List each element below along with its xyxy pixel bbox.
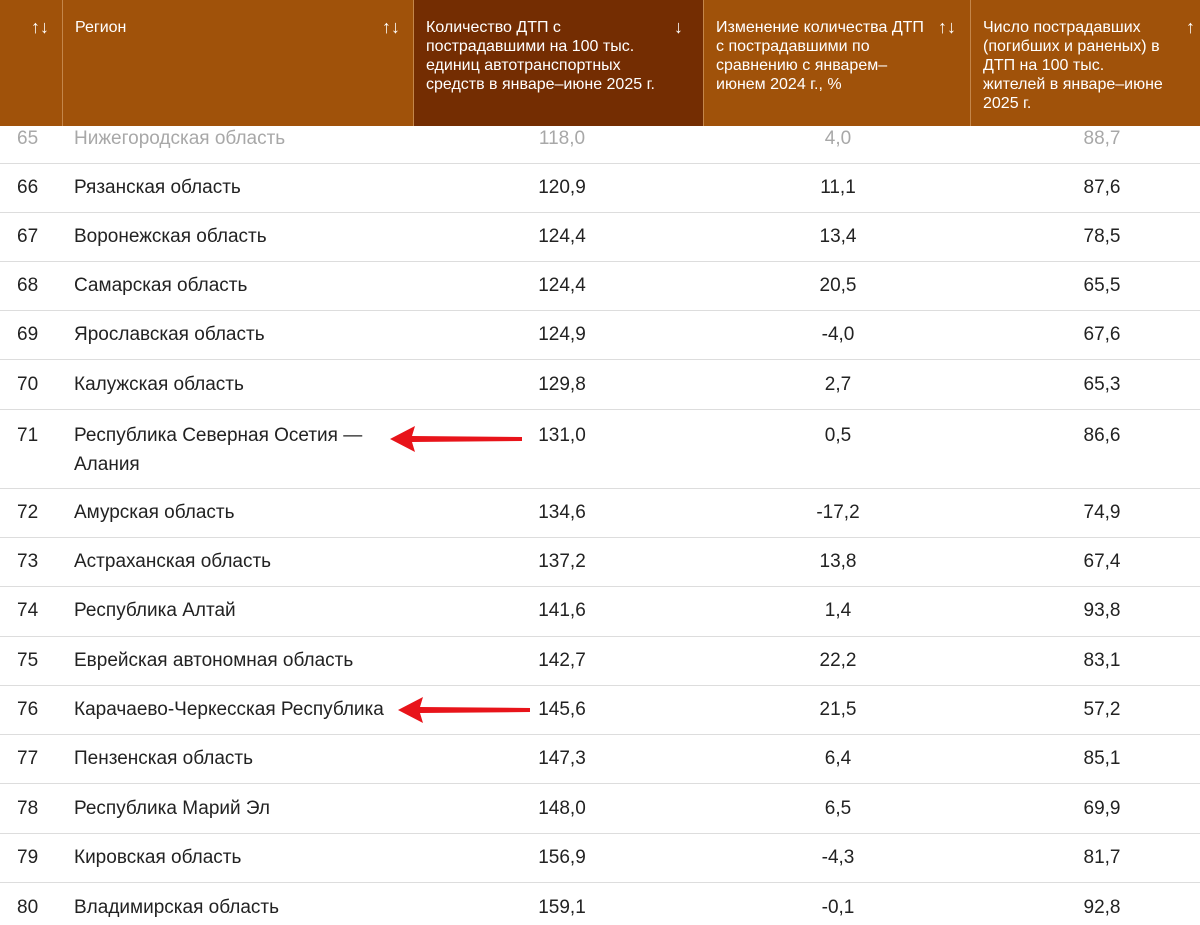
victims-cell: 88,7 xyxy=(1083,128,1121,149)
accidents-cell: 124,9 xyxy=(538,324,586,345)
change-cell: -0,1 xyxy=(821,897,855,918)
rank-cell: 69 xyxy=(17,324,39,345)
victims-cell: 93,8 xyxy=(1083,600,1121,621)
region-cell: Еврейская автономная область xyxy=(74,650,354,671)
change-cell: 2,7 xyxy=(824,374,852,395)
sort-down-icon[interactable]: ↓ xyxy=(674,17,683,37)
region-cell: Астраханская область xyxy=(74,551,272,572)
change-cell: 11,1 xyxy=(820,177,856,198)
victims-cell: 67,6 xyxy=(1083,324,1121,345)
accidents-cell: 141,6 xyxy=(538,600,586,621)
region-cell: Калужская область xyxy=(74,374,244,395)
header-region-label: Регион xyxy=(75,19,127,36)
victims-cell: 81,7 xyxy=(1083,847,1121,868)
change-cell: 0,5 xyxy=(824,425,852,446)
change-cell: -17,2 xyxy=(816,502,860,523)
victims-cell: 65,3 xyxy=(1083,374,1121,395)
rank-cell: 74 xyxy=(17,600,39,621)
region-cell: Республика Марий Эл xyxy=(74,798,271,819)
change-cell: 20,5 xyxy=(819,275,857,296)
victims-cell: 86,6 xyxy=(1083,425,1121,446)
accidents-cell: 159,1 xyxy=(538,897,586,918)
victims-cell: 83,1 xyxy=(1083,650,1121,671)
change-cell: -4,0 xyxy=(821,324,855,345)
rank-cell: 76 xyxy=(17,699,39,720)
region-cell: Воронежская область xyxy=(74,226,267,247)
sort-both-icon[interactable]: ↑↓ xyxy=(382,17,400,37)
victims-cell: 65,5 xyxy=(1083,275,1121,296)
victims-cell: 87,6 xyxy=(1083,177,1121,198)
change-cell: 13,4 xyxy=(819,226,857,247)
accidents-cell: 131,0 xyxy=(538,425,586,446)
accidents-cell: 134,6 xyxy=(538,502,586,523)
change-cell: 21,5 xyxy=(819,699,857,720)
accidents-cell: 124,4 xyxy=(538,275,586,296)
rank-cell: 80 xyxy=(17,897,39,918)
victims-cell: 85,1 xyxy=(1083,748,1121,769)
victims-cell: 74,9 xyxy=(1083,502,1121,523)
region-cell: Самарская область xyxy=(74,275,248,296)
region-cell: Нижегородская область xyxy=(74,128,286,149)
region-cell: Владимирская область xyxy=(74,897,279,918)
accidents-cell: 120,9 xyxy=(538,177,586,198)
sort-both-icon[interactable]: ↑↓ xyxy=(31,17,49,37)
region-cell: Амурская область xyxy=(74,502,235,523)
rank-cell: 73 xyxy=(17,551,39,572)
sort-both-icon[interactable]: ↑↓ xyxy=(938,17,956,37)
region-cell: Карачаево-Черкесская Республика xyxy=(74,699,384,720)
change-cell: 1,4 xyxy=(824,600,852,621)
accidents-cell: 142,7 xyxy=(538,650,586,671)
rank-cell: 78 xyxy=(17,798,39,819)
victims-cell: 78,5 xyxy=(1083,226,1121,247)
accidents-cell: 148,0 xyxy=(538,798,586,819)
change-cell: 6,4 xyxy=(824,748,852,769)
accidents-cell: 137,2 xyxy=(538,551,586,572)
change-cell: 13,8 xyxy=(819,551,857,572)
accidents-cell: 129,8 xyxy=(538,374,586,395)
victims-cell: 67,4 xyxy=(1083,551,1121,572)
accidents-cell: 147,3 xyxy=(538,748,586,769)
change-cell: 22,2 xyxy=(819,650,857,671)
rank-cell: 67 xyxy=(17,226,39,247)
victims-cell: 69,9 xyxy=(1083,798,1121,819)
rank-cell: 72 xyxy=(17,502,39,523)
victims-cell: 92,8 xyxy=(1083,897,1121,918)
header-change-label: Изменение количества ДТП с пострадавшими по сравнению с январем–июнем 2024 г., % xyxy=(716,19,924,93)
region-cell: Пензенская область xyxy=(74,748,253,769)
region-cell: Ярославская область xyxy=(74,324,265,345)
rank-cell: 66 xyxy=(17,177,39,198)
accidents-cell: 156,9 xyxy=(538,847,586,868)
red-arrow-icon xyxy=(390,426,522,452)
region-cell: Кировская область xyxy=(74,847,242,868)
rank-cell: 75 xyxy=(17,650,39,671)
header-accidents-label: Количество ДТП с пострадавшими на 100 тыс. единиц автотранспортных средств в январе–июне 2025 г. xyxy=(426,19,655,93)
rank-cell: 65 xyxy=(17,128,39,149)
rank-cell: 70 xyxy=(17,374,39,395)
accidents-cell: 124,4 xyxy=(538,226,586,247)
accidents-cell: 118,0 xyxy=(538,128,586,149)
region-cell: Республика Северная Осетия — Алания xyxy=(74,425,363,475)
header-victims-label: Число пострадавших (погибших и раненых) в ДТП на 100 тыс. жителей в январе–июне 2025 г. xyxy=(983,19,1163,112)
rank-cell: 79 xyxy=(17,847,39,868)
accidents-cell: 145,6 xyxy=(538,699,586,720)
region-cell: Республика Алтай xyxy=(74,600,236,621)
victims-cell: 57,2 xyxy=(1083,699,1121,720)
rank-cell: 77 xyxy=(17,748,39,769)
red-arrow-icon xyxy=(398,697,530,723)
change-cell: 4,0 xyxy=(824,128,852,149)
region-cell: Рязанская область xyxy=(74,177,241,198)
change-cell: -4,3 xyxy=(821,847,855,868)
sort-up-icon[interactable]: ↑ xyxy=(1186,17,1195,37)
rank-cell: 71 xyxy=(17,425,39,446)
rank-cell: 68 xyxy=(17,275,39,296)
change-cell: 6,5 xyxy=(824,798,852,819)
